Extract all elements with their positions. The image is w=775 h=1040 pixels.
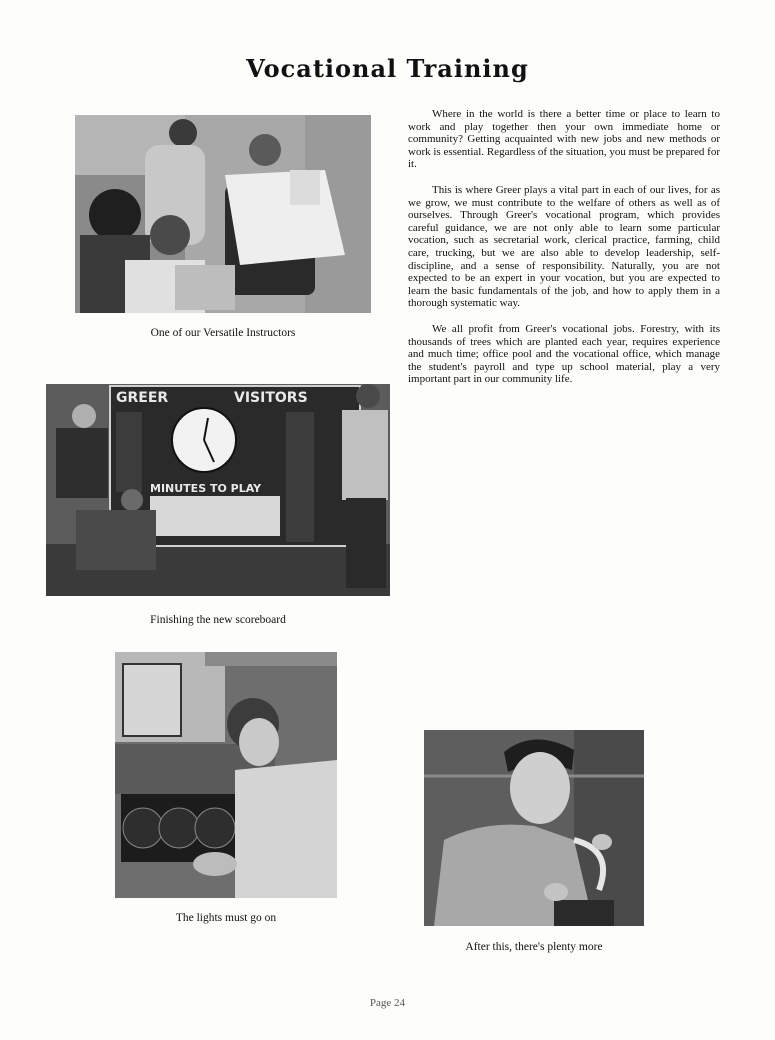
- caption-plenty-more: After this, there's plenty more: [465, 941, 603, 953]
- scoreboard-visitors-label: VISITORS: [234, 390, 308, 406]
- paragraph-3: We all profit from Greer's vocational jobs. Forestry, with its thousands of trees which are planted each year, requires experience and much time; office pool and the vocational office, which manage the student's payroll and type up school material, play a very important part in our community life.: [408, 322, 720, 386]
- scoreboard-minutes-label: MINUTES TO PLAY: [150, 482, 262, 495]
- page-number: Page 24: [369, 997, 406, 1009]
- paragraph-2: This is where Greer plays a vital part in each of our lives, for as we grow, we must contribute to the welfare of others as well as of ourselves. Through Greer's vocational program, which provides careful guidance, we are not only able to learn some particular vocation, such as secretarial work, clerical practice, farming, child care, trucking, but we are also able to develop leadership, self-discipline, and a sense of responsibility. Naturally, you are not expected to be an expert in your vocation, but you are expected to learn the basic fundamentals of the job, and how to apply them in a thorough systematic way.: [408, 183, 720, 310]
- caption-lights: The lights must go on: [175, 912, 277, 924]
- photo-scoreboard: [46, 384, 390, 596]
- scoreboard-home-label: GREER: [116, 390, 169, 406]
- photo-plenty-more: [424, 730, 644, 926]
- article-body: [408, 108, 720, 399]
- photo-lights: [115, 652, 337, 898]
- photo-instructor: [75, 115, 371, 313]
- caption-scoreboard: Finishing the new scoreboard: [150, 614, 286, 626]
- page-title: Vocational Training: [246, 54, 529, 83]
- caption-instructor: One of our Versatile Instructors: [150, 327, 296, 339]
- paragraph-1: Where in the world is there a better time or place to learn to work and play together then your own immediate home or community? Getting acquainted with new jobs and new methods or work is essential. Regardless of the situation, you must be prepared for it.: [408, 108, 720, 171]
